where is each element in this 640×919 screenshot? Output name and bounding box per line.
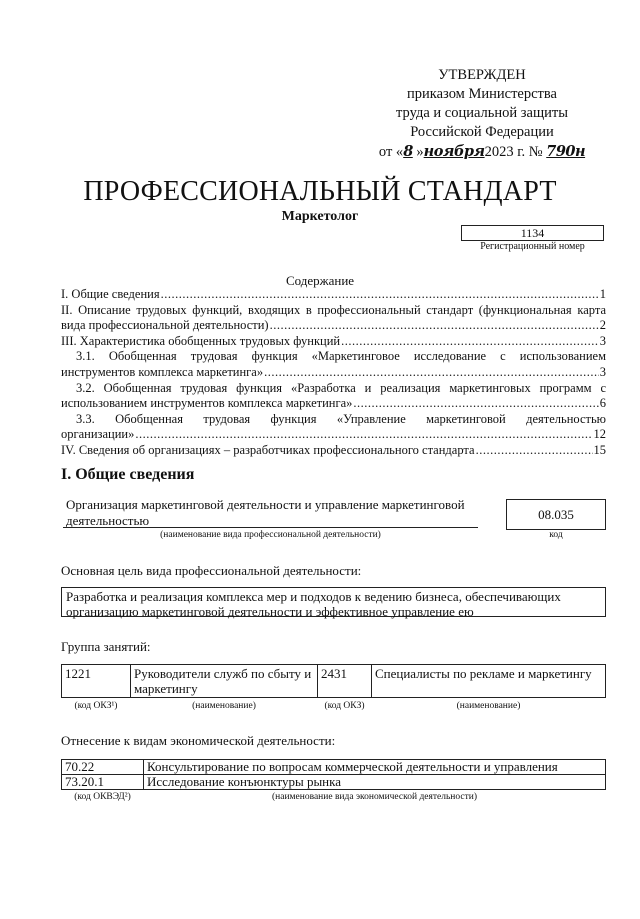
toc-item-text: II. Описание трудовых функций, входящих в профессиональный стандарт (функциональная карта [61,302,606,317]
handwritten-day: 8 [403,143,413,160]
toc-item-page: 6 [599,396,606,411]
toc-item[interactable] [61,303,606,319]
toc-item-page: 1 [599,287,606,301]
toc-item-text: 3.2. Обобщенная трудовая функция «Разработка и реализация маркетинговых программ с [76,380,606,395]
toc-item-text: использованием инструментов комплекса маркетинга» [61,396,353,411]
toc-item[interactable] [61,443,606,459]
table-row [62,665,606,698]
econ-code: 73.20.1 [62,775,144,790]
occupation-name: Руководители служб по сбыту и маркетингу [131,665,318,698]
handwritten-order-number: 790н [546,143,586,160]
caption-code: (код ОКВЭД²) [74,792,131,802]
toc-title: Содержание [285,273,355,288]
date-prefix: от « [378,144,404,160]
table-row [62,775,606,790]
approval-line: приказом Министерства [407,86,557,102]
goal-label: Основная цель вида профессиональной деятельности: [61,563,362,578]
registration-number: 1134 [461,225,604,241]
toc-item-page: 3 [599,364,606,379]
toc-item-text: 3.3. Обобщенная трудовая функция «Управление маркетинговой деятельностью [76,411,606,426]
toc-item[interactable] [61,381,606,397]
econ-label: Отнесение к видам экономической деятельности: [61,733,336,748]
toc-item-text: 3.1. Обобщенная трудовая функция «Маркетинговое исследование с использованием [76,349,606,364]
occupation-table [61,664,606,715]
toc-item-cont[interactable] [61,318,606,334]
caption-row [62,790,606,805]
toc-item-page: 15 [593,442,606,457]
toc-item-page: 12 [593,427,606,442]
econ-name: Консультирование по вопросам коммерческой деятельности и управления [144,760,606,775]
toc-item-text: IV. Сведения об организациях – разработчиках профессионального стандарта [61,442,475,457]
toc-item-page: 2 [599,318,606,333]
date-mid: » [412,144,424,160]
approval-heading: УТВЕРЖДЕН [438,67,526,83]
toc-item[interactable] [61,349,606,365]
approval-block [360,66,604,162]
table-row [62,760,606,775]
toc-item-text: инструментов комплекса маркетинга» [61,364,264,379]
caption-code: (код ОКЗ) [324,701,365,711]
caption-name: (наименование) [456,701,521,711]
toc-item-cont[interactable] [61,427,606,443]
toc-item-text: I. Общие сведения [61,287,160,301]
date-year: 2023 г. № [484,144,543,160]
caption-name: (наименование) [192,701,256,711]
econ-table [61,759,606,804]
econ-code: 70.22 [62,760,144,775]
occupation-label: Группа занятий: [61,639,151,654]
toc-item-cont[interactable] [61,365,606,381]
registration-caption: Регистрационный номер [480,241,585,252]
occupation-name: Специалисты по рекламе и маркетингу [372,665,606,698]
toc-item[interactable] [61,412,606,428]
caption-name: (наименование вида экономической деятельности) [272,792,477,802]
handwritten-month: ноября [423,143,485,160]
table-of-contents [61,287,606,459]
toc-item-page: 3 [599,333,606,348]
toc-item[interactable] [61,334,606,350]
standard-name: Маркетолог [281,209,359,224]
goal-text: Разработка и реализация комплекса мер и подходов к ведению бизнеса, обеспечивающих организацию маркетинговой деятельности и эффективное управление ею [61,587,606,617]
toc-item-cont[interactable] [61,396,606,412]
activity-underline [63,527,478,528]
occupation-code: 2431 [318,665,372,698]
caption-code: (код ОКЗ¹) [74,701,118,711]
code-caption: код [549,530,563,540]
approval-date-line [360,142,604,162]
toc-item-text: организации» [61,427,135,442]
caption-row [62,698,606,716]
activity-code: 08.035 [506,499,606,530]
toc-item-text: вида профессиональной деятельности) [61,318,269,333]
econ-name: Исследование конъюнктуры рынка [144,775,606,790]
section-heading: I. Общие сведения [61,466,195,483]
activity-caption: (наименование вида профессиональной деятельности) [160,530,381,540]
toc-item[interactable] [61,287,606,303]
approval-line: труда и социальной защиты [396,105,568,121]
occupation-code: 1221 [62,665,131,698]
toc-item-text: III. Характеристика обобщенных трудовых функций [61,333,341,348]
approval-line: Российской Федерации [410,124,554,140]
document-title: ПРОФЕССИОНАЛЬНЫЙ СТАНДАРТ [83,176,557,207]
activity-name: Организация маркетинговой деятельности и управление маркетинговой деятельностью [66,497,465,528]
